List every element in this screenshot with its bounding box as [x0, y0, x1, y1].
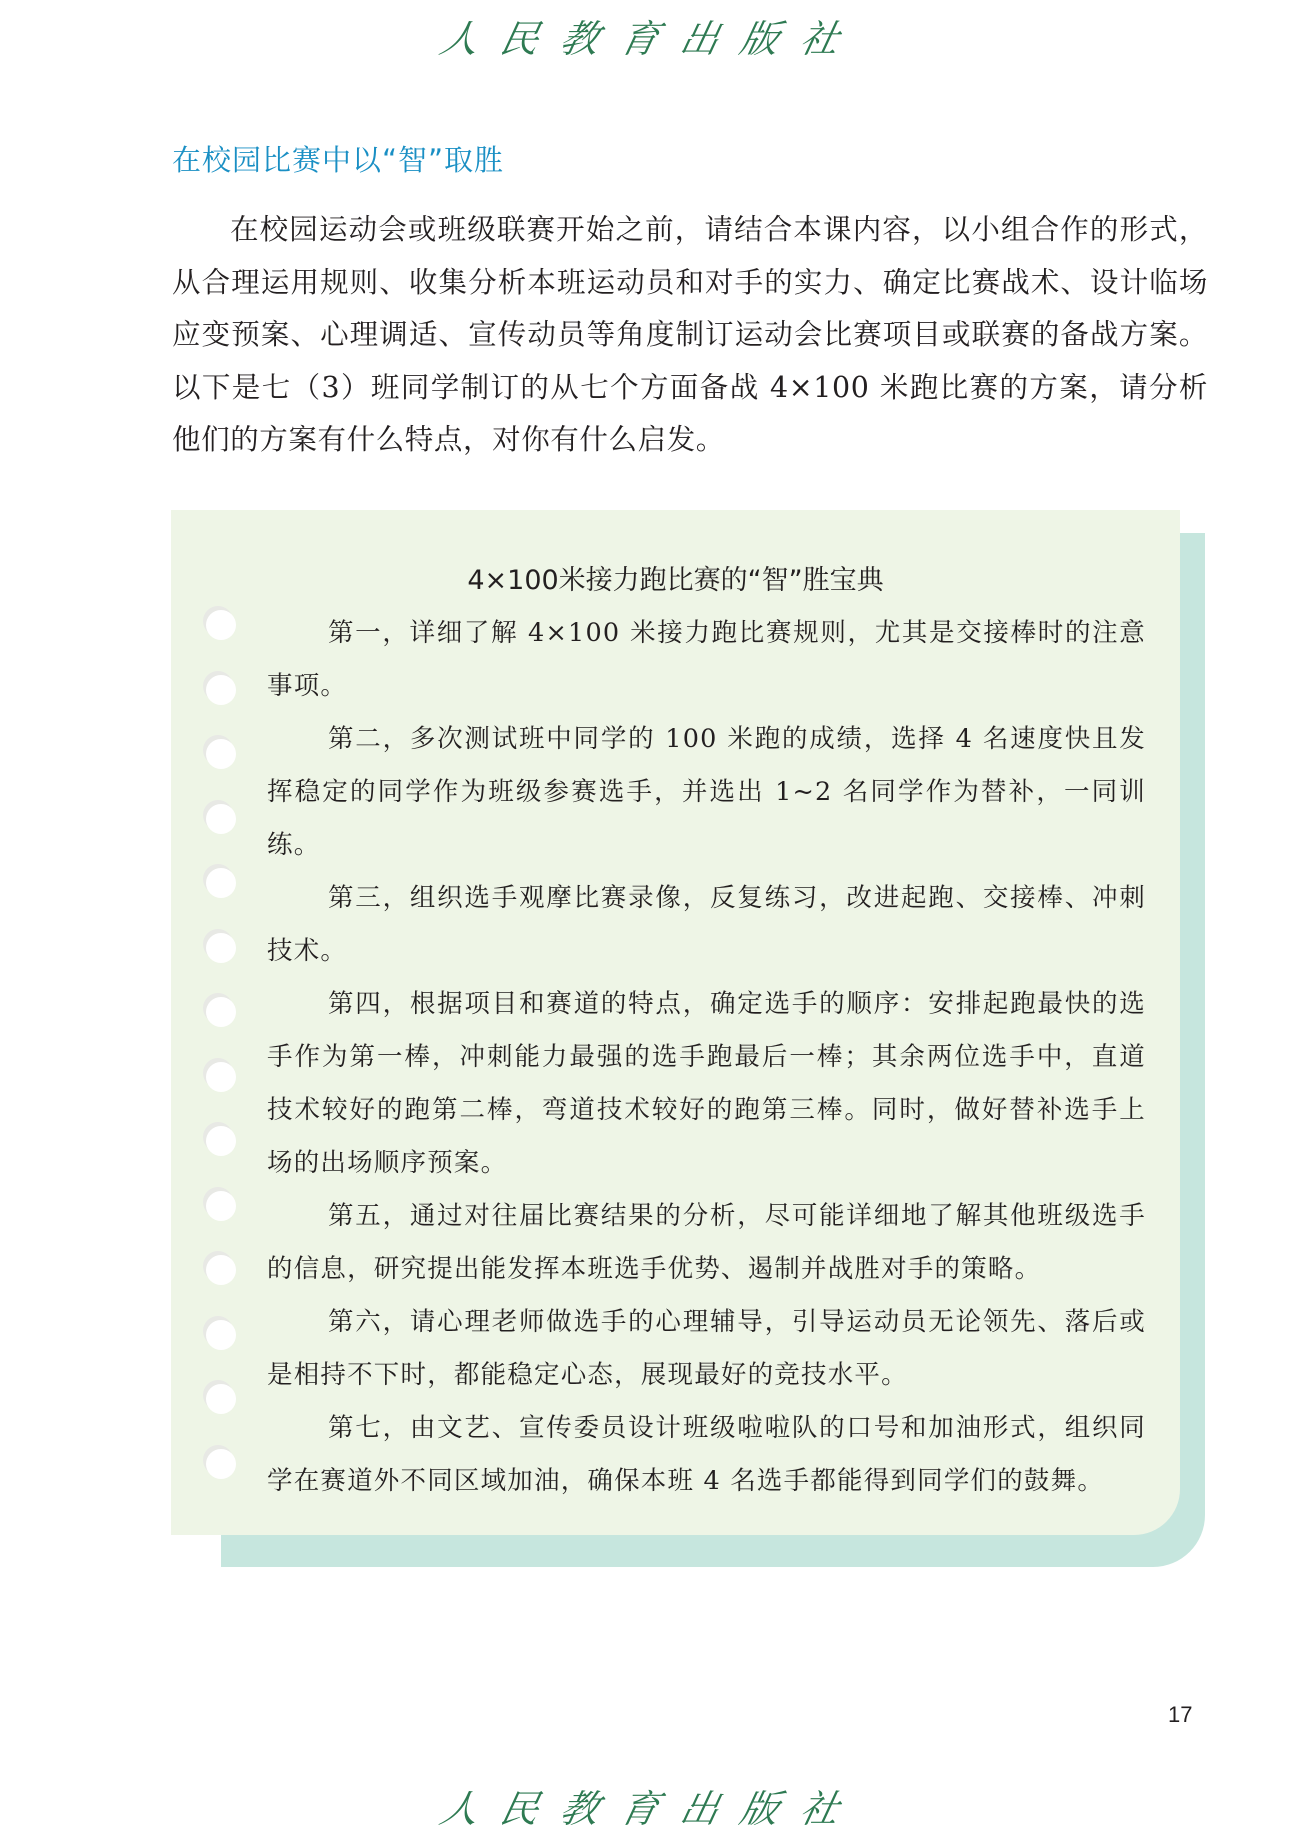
- binder-hole-icon: [206, 868, 236, 898]
- tip-paragraph-6: 第六，请心理老师做选手的心理辅导，引导运动员无论领先、落后或是相持不下时，都能稳定心态，展现最好的竞技水平。: [267, 1307, 1146, 1390]
- binder-hole-icon: [206, 1126, 236, 1156]
- tip-paragraph-1: 第一，详细了解 4×100 米接力跑比赛规则，尤其是交接棒时的注意事项。: [267, 618, 1146, 701]
- tip-paragraph-2: 第二，多次测试班中同学的 100 米跑的成绩，选择 4 名速度快且发挥稳定的同学作为班级参赛选手，并选出 1~2 名同学作为替补，一同训练。: [267, 724, 1146, 860]
- publisher-logo-footer: 人民教育出版社: [436, 1787, 866, 1831]
- binder-hole-icon: [206, 804, 236, 834]
- binder-hole-icon: [206, 1191, 236, 1221]
- binder-hole-icon: [206, 1320, 236, 1350]
- binder-hole-icon: [206, 1449, 236, 1479]
- intro-paragraph: 在校园运动会或班级联赛开始之前，请结合本课内容，以小组合作的形式，从合理运用规则、收集分析本班运动员和对手的实力、确定比赛战术、设计临场应变预案、心理调适、宣传动员等角度制订运动会比赛项目或联赛的备战方案。以下是七（3）班同学制订的从七个方面备战 4×100 米跑比赛的方案，请分析他们的方案有什么特点，对你有什么启发。: [172, 213, 1208, 456]
- binder-hole-icon: [206, 997, 236, 1027]
- binder-hole-icon: [206, 675, 236, 705]
- tip-paragraph-4: 第四，根据项目和赛道的特点，确定选手的顺序：安排起跑最快的选手作为第一棒，冲刺能力最强的选手跑最后一棒；其余两位选手中，直道技术较好的跑第二棒，弯道技术较好的跑第三棒。同时，做好替补选手上场的出场顺序预案。: [267, 989, 1146, 1178]
- binder-hole-icon: [206, 1062, 236, 1092]
- card-title: 4×100米接力跑比赛的“智”胜宝典: [467, 565, 884, 596]
- publisher-logo-header: 人民教育出版社: [436, 17, 866, 61]
- binder-hole-icon: [206, 739, 236, 769]
- card-body: [267, 607, 1146, 1508]
- tip-paragraph-5: 第五，通过对往届比赛结果的分析，尽可能详细地了解其他班级选手的信息，研究提出能发挥本班选手优势、遏制并战胜对手的策略。: [267, 1201, 1146, 1284]
- binder-hole-icon: [206, 610, 236, 640]
- tip-paragraph-3: 第三，组织选手观摩比赛录像，反复练习，改进起跑、交接棒、冲刺技术。: [267, 883, 1146, 966]
- section-title: 在校园比赛中以“智”取胜: [172, 143, 505, 177]
- binder-hole-icon: [206, 1384, 236, 1414]
- page-number: 17: [1168, 1702, 1193, 1727]
- binder-hole-icon: [206, 933, 236, 963]
- binder-hole-icon: [206, 1255, 236, 1285]
- tips-card: [171, 510, 1180, 1535]
- tip-paragraph-7: 第七，由文艺、宣传委员设计班级啦啦队的口号和加油形式，组织同学在赛道外不同区域加油，确保本班 4 名选手都能得到同学们的鼓舞。: [267, 1413, 1146, 1496]
